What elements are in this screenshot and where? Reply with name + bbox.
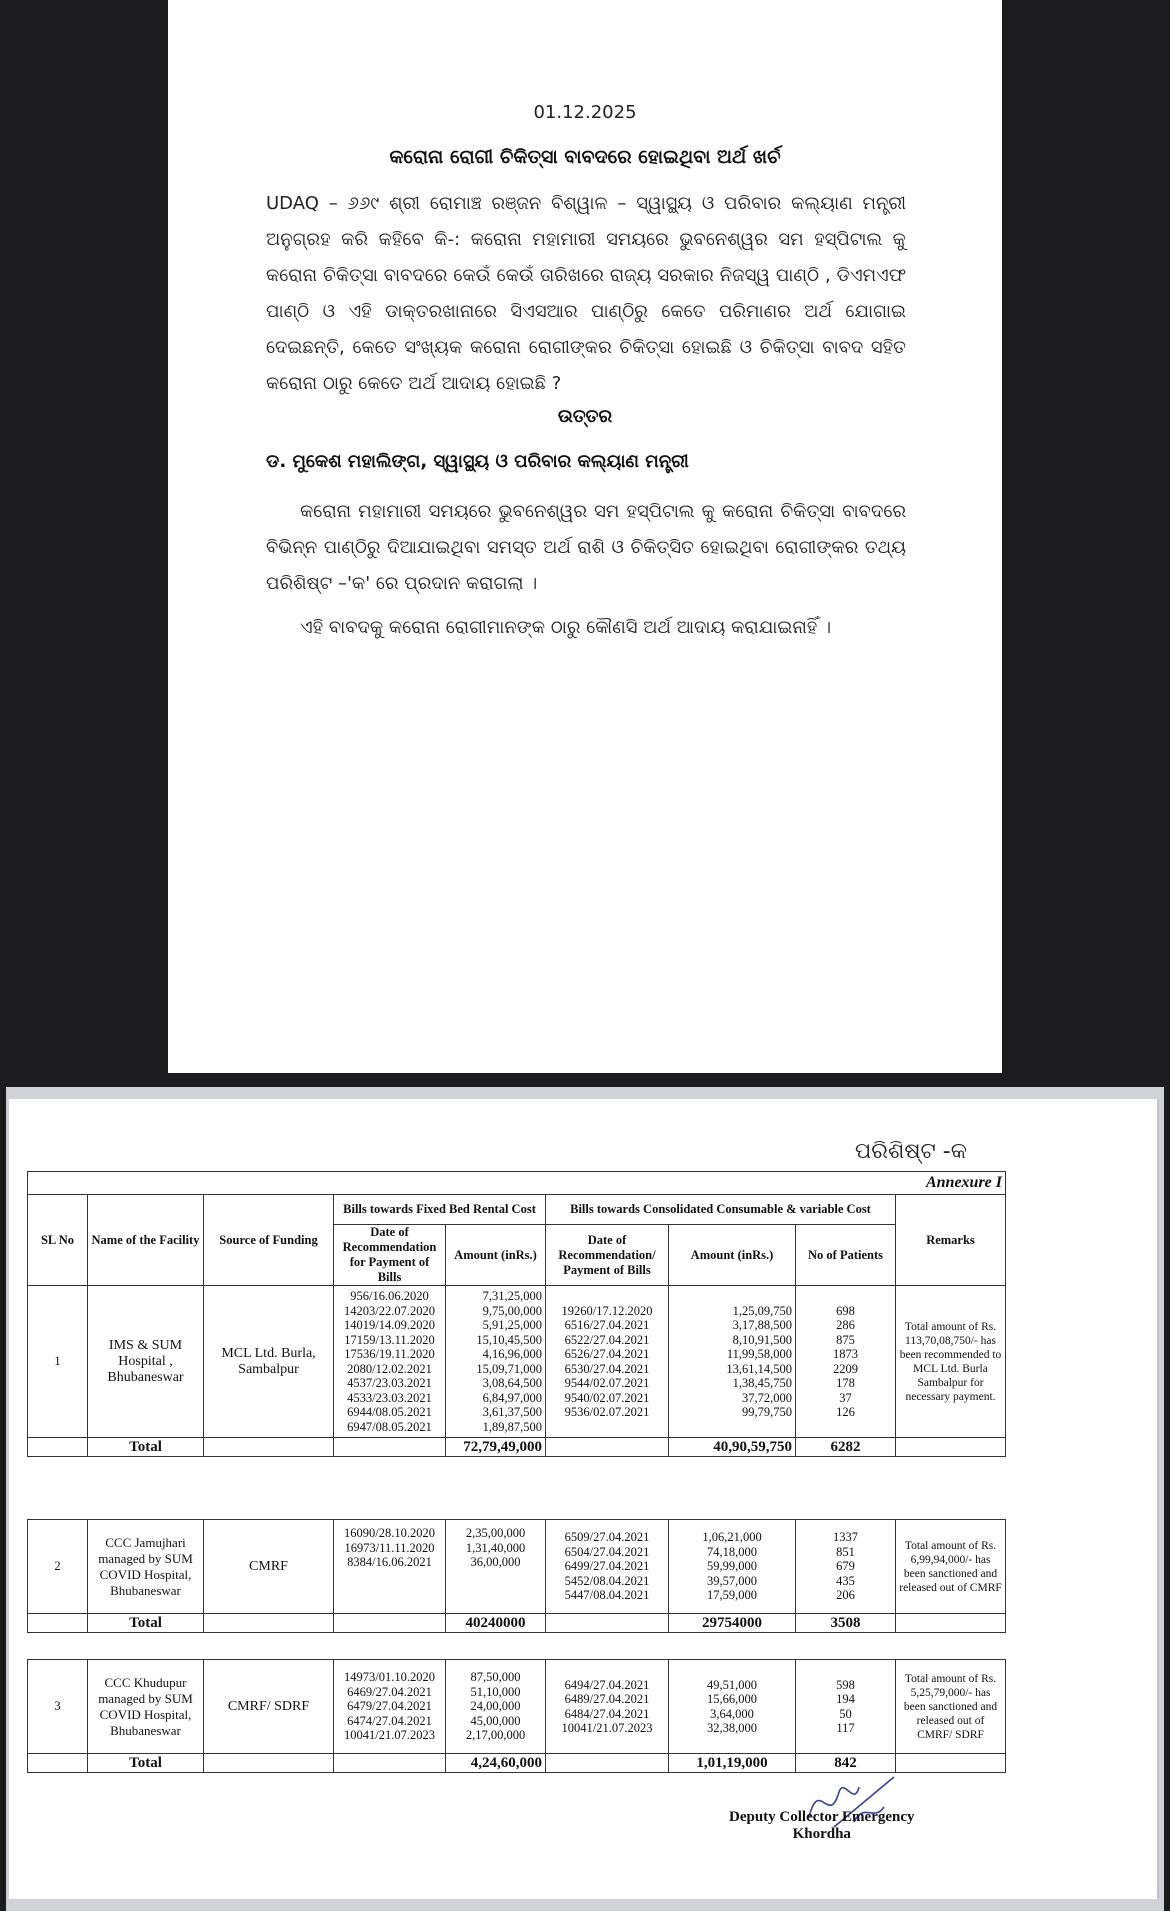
- list-item: 37,72,000: [742, 1390, 792, 1405]
- header-facility: Name of the Facility: [88, 1195, 204, 1286]
- total-fixed-amount: 4,24,60,000: [446, 1754, 546, 1773]
- list-item: 598: [836, 1677, 855, 1692]
- patients-list: [796, 1520, 896, 1614]
- list-item: 1,38,45,750: [732, 1376, 792, 1390]
- table-row: [28, 1660, 1006, 1754]
- facility-name: IMS & SUM Hospital , Bhubaneswar: [88, 1286, 204, 1438]
- list-item: 2080/12.02.2021: [347, 1361, 432, 1376]
- list-item: 59,99,000: [707, 1559, 757, 1574]
- list-item: 6947/08.05.2021: [347, 1419, 432, 1434]
- list-item: 1,31,40,000: [465, 1540, 526, 1555]
- list-item: 2,35,00,000: [465, 1526, 526, 1540]
- list-item: 117: [836, 1721, 855, 1735]
- question-text: UDAQ – ୬୬୯ ଶ୍ରୀ ରୋମାଞ୍ଚ ରଞ୍ଜନ ବିଶ୍ୱାଳ – ସ୍ୱାସ୍ଥ୍ୟ ଓ ପରିବାର କଲ୍ୟାଣ ମନ୍ତ୍ରୀ ଅନୁଗ୍ରହ କରି କହିବେ କି-: କରୋନା ମହାମାରୀ ସମୟରେ ଭୁବନେଶ୍ୱର ସମ ହସ୍ପିଟାଲ କୁ କରୋନା ଚିକିତ୍ସା ବାବଦରେ କେଉଁ କେଉଁ ତାରିଖରେ ରାଜ୍ୟ ସରକାର ନିଜସ୍ୱ ପାଣ୍ଠି , ଡିଏମଏଫ ପାଣ୍ଠି ଓ ଏହି ଡାକ୍ତରଖାନାରେ ସିଏସଆର ପାଣ୍ଠିରୁ କେତେ ପରିମାଣର ଅର୍ଥ ଯୋଗାଇ ଦେଇଛନ୍ତି, କେତେ ସଂଖ୍ୟକ କରୋନା ରୋଗୀଙ୍କର ଚିକିତ୍ସା ହୋଇଛି ଓ ଚିକିତ୍ସା ବାବଦ ସହିତ କରୋନା ଠାରୁ କେତେ ଅର୍ଥ ଆଦାୟ ହୋଇଛି ?: [266, 193, 906, 394]
- header-fixed-amount: Amount (inRs.): [446, 1225, 546, 1286]
- list-item: 4537/23.03.2021: [347, 1376, 432, 1390]
- total-consumable-amount: 1,01,19,000: [669, 1754, 796, 1773]
- total-patients: 6282: [796, 1438, 896, 1457]
- list-item: 6,84,97,000: [482, 1390, 542, 1405]
- list-item: 6504/27.04.2021: [564, 1544, 650, 1559]
- list-item: 9540/02.07.2021: [564, 1390, 650, 1405]
- list-item: 6494/27.04.2021: [564, 1677, 650, 1692]
- list-item: 7,31,25,000: [482, 1289, 542, 1303]
- list-item: 9544/02.07.2021: [564, 1376, 650, 1390]
- list-item: 286: [836, 1318, 855, 1332]
- list-item: 39,57,000: [707, 1573, 757, 1588]
- list-item: 15,09,71,000: [476, 1361, 542, 1376]
- list-item: 1873: [833, 1347, 858, 1361]
- list-item: 14973/01.10.2020: [344, 1670, 435, 1685]
- list-item: 16973/11.11.2020: [344, 1540, 435, 1555]
- list-item: 74,18,000: [707, 1544, 757, 1559]
- list-item: 194: [836, 1692, 855, 1706]
- list-item: 51,10,000: [470, 1684, 521, 1699]
- table-row: [28, 1520, 1006, 1614]
- patients-list: [796, 1286, 896, 1438]
- total-label: Total: [88, 1754, 204, 1773]
- header-patients: No of Patients: [796, 1225, 896, 1286]
- list-item: 15,10,45,500: [476, 1332, 542, 1347]
- list-item: 178: [836, 1376, 855, 1390]
- list-item: 10041/21.07.2023: [561, 1721, 653, 1735]
- consumable-amounts-list: [669, 1286, 796, 1438]
- list-item: 3,64,000: [710, 1706, 754, 1721]
- annexure-odia-label: ପରିଶିଷ୍ଟ -କ: [854, 1139, 967, 1164]
- total-consumable-amount: 29754000: [669, 1614, 796, 1633]
- list-item: 10041/21.07.2023: [344, 1728, 435, 1743]
- header-fixed-group: Bills towards Fixed Bed Rental Cost: [334, 1195, 546, 1225]
- remarks-text: Total amount of Rs. 6,99,94,000/- has been sanctioned and released out of CMRF: [896, 1520, 1006, 1614]
- list-item: 14203/22.07.2020: [344, 1303, 435, 1318]
- header-fixed-date: Date of Recommendation for Payment of Bills: [334, 1225, 446, 1286]
- document-page-question: [168, 0, 1002, 1073]
- fixed-amounts-list: [446, 1286, 546, 1438]
- list-item: 45,00,000: [470, 1713, 521, 1728]
- header-consumable-date: Date of Recommendation/ Payment of Bills: [546, 1225, 669, 1286]
- list-item: 2209: [833, 1361, 858, 1376]
- list-item: 1337: [833, 1530, 858, 1545]
- funding-source: CMRF/ SDRF: [204, 1660, 334, 1754]
- total-patients: 842: [796, 1754, 896, 1773]
- list-item: 19260/17.12.2020: [561, 1303, 653, 1318]
- list-item: 3,61,37,500: [482, 1405, 542, 1419]
- sl-no: 1: [28, 1286, 88, 1438]
- total-fixed-amount: 72,79,49,000: [446, 1438, 546, 1457]
- list-item: 3,08,64,500: [482, 1376, 542, 1390]
- list-item: 435: [836, 1573, 855, 1588]
- list-item: 50: [839, 1706, 852, 1721]
- facility-name: CCC Jamujhari managed by SUM COVID Hospital, Bhubaneswar: [88, 1520, 204, 1614]
- header-funding: Source of Funding: [204, 1195, 334, 1286]
- annexure-table: [27, 1171, 1006, 1457]
- fixed-dates-list: [334, 1660, 446, 1754]
- list-item: 36,00,000: [470, 1555, 521, 1569]
- list-item: 206: [836, 1588, 855, 1603]
- signatory-location: Khordha: [792, 1826, 851, 1842]
- total-label: Total: [88, 1614, 204, 1633]
- list-item: 9,75,00,000: [482, 1303, 542, 1318]
- fixed-dates-list: [334, 1286, 446, 1438]
- list-item: 6474/27.04.2021: [347, 1713, 432, 1728]
- list-item: 6526/27.04.2021: [564, 1347, 650, 1361]
- list-item: 17536/19.11.2020: [344, 1347, 435, 1361]
- document-title: କରୋନା ରୋଗୀ ଚିକିତ୍ସା ବାବଦରେ ହୋଇଥିବା ଅର୍ଥ ଖର୍ଚ: [389, 146, 781, 168]
- answer-heading: ଉତ୍ତର: [557, 406, 613, 427]
- list-item: 875: [836, 1332, 855, 1347]
- facility-name: CCC Khudupur managed by SUM COVID Hospital, Bhubaneswar: [88, 1660, 204, 1754]
- list-item: 6516/27.04.2021: [564, 1318, 650, 1332]
- list-item: 13,61,14,500: [726, 1361, 792, 1376]
- list-item: 5,91,25,000: [482, 1318, 542, 1332]
- annexure-table-block-2: [27, 1519, 1006, 1633]
- list-item: 1,25,09,750: [732, 1303, 792, 1318]
- consumable-dates-list: [546, 1286, 669, 1438]
- list-item: 698: [836, 1303, 855, 1318]
- list-item: 6484/27.04.2021: [564, 1706, 650, 1721]
- list-item: 126: [836, 1405, 855, 1419]
- total-label: Total: [88, 1438, 204, 1457]
- list-item: 37: [839, 1390, 852, 1405]
- list-item: 32,38,000: [707, 1721, 757, 1735]
- fixed-dates-list: [334, 1520, 446, 1614]
- list-item: 2,17,00,000: [465, 1728, 526, 1743]
- list-item: 3,17,88,500: [732, 1318, 792, 1332]
- list-item: 6944/08.05.2021: [347, 1405, 432, 1419]
- list-item: 6522/27.04.2021: [564, 1332, 650, 1347]
- list-item: 1,89,87,500: [482, 1419, 542, 1434]
- document-page-annexure: [6, 1087, 1164, 1911]
- annexure-label: Annexure I: [28, 1172, 1006, 1195]
- list-item: 851: [836, 1544, 855, 1559]
- list-item: 16090/28.10.2020: [344, 1526, 435, 1540]
- document-date: 01.12.2025: [533, 102, 637, 123]
- list-item: 17,59,000: [707, 1588, 757, 1603]
- list-item: 1,06,21,000: [702, 1530, 762, 1545]
- annexure-table: [27, 1519, 1006, 1633]
- list-item: 87,50,000: [470, 1670, 521, 1685]
- list-item: 6469/27.04.2021: [347, 1684, 432, 1699]
- list-item: 6499/27.04.2021: [564, 1559, 650, 1574]
- annexure-table-block-1: [27, 1171, 1006, 1457]
- header-consumable-amount: Amount (inRs.): [669, 1225, 796, 1286]
- annexure-table: [27, 1659, 1006, 1773]
- consumable-dates-list: [546, 1520, 669, 1614]
- list-item: 17159/13.11.2020: [344, 1332, 435, 1347]
- signatory-title: Deputy Collector Emergency: [729, 1809, 915, 1825]
- signatory-block: [729, 1809, 915, 1843]
- list-item: 6489/27.04.2021: [564, 1692, 650, 1706]
- remarks-text: Total amount of Rs. 5,25,79,000/- has been sanctioned and released out of CMRF/ SDRF: [896, 1660, 1006, 1754]
- funding-source: MCL Ltd. Burla, Sambalpur: [204, 1286, 334, 1438]
- consumable-amounts-list: [669, 1520, 796, 1614]
- list-item: 5447/08.04.2021: [564, 1588, 650, 1603]
- list-item: 5452/08.04.2021: [564, 1573, 650, 1588]
- list-item: 14019/14.09.2020: [344, 1318, 435, 1332]
- fixed-amounts-list: [446, 1520, 546, 1614]
- total-consumable-amount: 40,90,59,750: [669, 1438, 796, 1457]
- list-item: 9536/02.07.2021: [564, 1405, 650, 1419]
- list-item: 99,79,750: [742, 1405, 792, 1419]
- list-item: 49,51,000: [707, 1677, 757, 1692]
- answer-paragraph-1: କରୋନା ମହାମାରୀ ସମୟରେ ଭୁବନେଶ୍ୱର ସମ ହସ୍ପିଟାଲ କୁ କରୋନା ଚିକିତ୍ସା ବାବଦରେ ବିଭିନ୍ନ ପାଣ୍ଠିରୁ ଦିଆଯାଇଥିବା ସମସ୍ତ ଅର୍ଥ ରାଶି ଓ ଚିକିତ୍ସିତ ହୋଇଥିବା ରୋଗୀଙ୍କର ତଥ୍ୟ ପରିଶିଷ୍ଟ –'କ' ରେ ପ୍ରଦାନ କରାଗଲା ।: [266, 501, 906, 594]
- fixed-amounts-list: [446, 1660, 546, 1754]
- list-item: 15,66,000: [707, 1692, 757, 1706]
- list-item: 8,10,91,500: [732, 1332, 792, 1347]
- total-fixed-amount: 40240000: [446, 1614, 546, 1633]
- sl-no: 2: [28, 1520, 88, 1614]
- annexure-sheet: [9, 1099, 1159, 1899]
- list-item: 6479/27.04.2021: [347, 1699, 432, 1714]
- list-item: 956/16.06.2020: [350, 1289, 429, 1303]
- funding-source: CMRF: [204, 1520, 334, 1614]
- answer-paragraph-2: ଏହି ବାବଦକୁ କରୋନା ରୋଗୀମାନଙ୍କ ଠାରୁ କୌଣସି ଅର୍ଥ ଆଦାୟ କରାଯାଇନାହିଁ ।: [300, 617, 832, 638]
- list-item: 6530/27.04.2021: [564, 1361, 650, 1376]
- sl-no: 3: [28, 1660, 88, 1754]
- minister-name: ଡ. ମୁକେଶ ମହାଲିଙ୍ଗ, ସ୍ୱାସ୍ଥ୍ୟ ଓ ପରିବାର କଲ୍ୟାଣ ମନ୍ତ୍ରୀ: [266, 451, 689, 472]
- table-row: [28, 1286, 1006, 1438]
- list-item: 24,00,000: [470, 1699, 521, 1714]
- list-item: 679: [836, 1559, 855, 1574]
- list-item: 4,16,96,000: [482, 1347, 542, 1361]
- total-row: [28, 1614, 1006, 1633]
- list-item: 6509/27.04.2021: [564, 1530, 650, 1545]
- list-item: 11,99,58,000: [726, 1347, 792, 1361]
- header-sl-no: SL No: [28, 1195, 88, 1286]
- total-row: [28, 1438, 1006, 1457]
- patients-list: [796, 1660, 896, 1754]
- remarks-text: Total amount of Rs. 113,70,08,750/- has been recommended to MCL Ltd. Burla Sambalpur for necessary payment.: [896, 1286, 1006, 1438]
- list-item: 8384/16.06.2021: [347, 1555, 432, 1569]
- consumable-amounts-list: [669, 1660, 796, 1754]
- annexure-table-block-3: [27, 1659, 1006, 1773]
- list-item: 4533/23.03.2021: [347, 1390, 432, 1405]
- header-remarks: Remarks: [896, 1195, 1006, 1286]
- consumable-dates-list: [546, 1660, 669, 1754]
- header-consumable-group: Bills towards Consolidated Consumable & variable Cost: [546, 1195, 896, 1225]
- total-patients: 3508: [796, 1614, 896, 1633]
